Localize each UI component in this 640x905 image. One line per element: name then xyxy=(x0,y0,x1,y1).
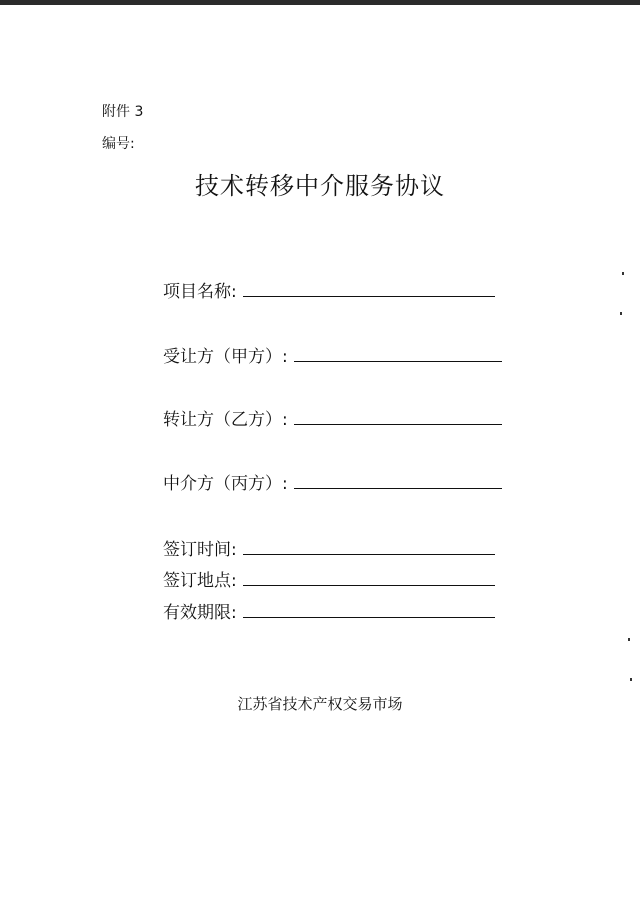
validity-blank[interactable] xyxy=(243,617,495,618)
sign-place-label: 签订地点: xyxy=(163,571,237,591)
transferee-label: 受让方（甲方）: xyxy=(163,347,288,367)
scan-speck xyxy=(620,312,622,315)
document-title: 技术转移中介服务协议 xyxy=(195,172,445,200)
project-name-blank[interactable] xyxy=(243,296,495,297)
issuer-name: 江苏省技术产权交易市场 xyxy=(237,695,403,713)
sign-place-blank[interactable] xyxy=(243,585,495,586)
project-name-field xyxy=(163,277,495,302)
transferee-field xyxy=(163,342,502,367)
sign-time-label: 签订时间: xyxy=(163,540,237,560)
scan-speck xyxy=(630,678,632,681)
sign-place-field xyxy=(163,566,495,591)
project-name-label: 项目名称: xyxy=(163,282,237,302)
transferee-blank[interactable] xyxy=(294,361,502,362)
transferor-blank[interactable] xyxy=(294,424,502,425)
transferor-label: 转让方（乙方）: xyxy=(163,410,288,430)
sign-time-field xyxy=(163,535,495,560)
attachment-label: 附件 3 xyxy=(102,104,144,120)
validity-field xyxy=(163,598,495,623)
serial-number-label: 编号: xyxy=(102,136,135,152)
intermediary-blank[interactable] xyxy=(294,488,502,489)
sign-time-blank[interactable] xyxy=(243,554,495,555)
intermediary-label: 中介方（丙方）: xyxy=(163,474,288,494)
intermediary-field xyxy=(163,469,502,494)
validity-label: 有效期限: xyxy=(163,603,237,623)
scan-edge xyxy=(0,0,640,5)
transferor-field xyxy=(163,405,502,430)
scan-speck xyxy=(628,638,630,641)
scan-speck xyxy=(622,272,624,275)
